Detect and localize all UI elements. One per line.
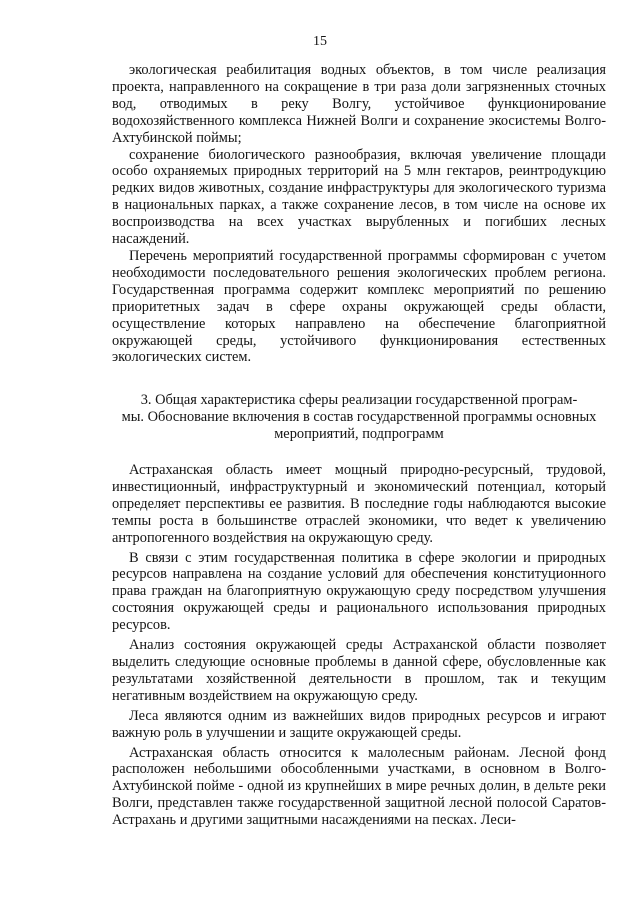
text-block-section-3	[112, 462, 606, 829]
paragraph-program-measures: Перечень мероприятий государственной программы сформирован с учетом необходимости последовательного решения экологических проблем региона. Государственная программа содержит комплекс мероприятий по решению приоритетных задач в сфере охраны окружающей среды области, осуществление которых направлено на обеспечение благоприятной окружающей среды, устойчивого функционирования естественных экологических систем.	[112, 247, 606, 366]
section-heading	[112, 392, 606, 443]
text-block-intro	[112, 62, 606, 366]
paragraph-biodiversity: сохранение биологического разнообразия, включая увеличение площади особо охраняемых природных территорий на 5 млн гектаров, реинтродукцию редких видов животных, создание инфраструктуры для экологического туризма в национальных парках, а также сохранение лесов, в том числе на основе их воспроизводства на всех участках вырубленных и погибших лесных насаждений.	[112, 146, 606, 248]
page-number: 15	[313, 34, 327, 49]
section-heading-line-2: мы. Обоснование включения в состав государственной программы основных	[121, 409, 597, 425]
paragraph-region-potential: Астраханская область имеет мощный природно-ресурсный, трудовой, инвестиционный, инфраструктурный и экономический потенциал, который определяет перспективы ее развития. В последние годы наблюдаются высокие темпы роста в большинстве отраслей экономики, что ведет к увеличению антропогенного воздействия на окружающую среду.	[112, 462, 606, 546]
section-heading-line-1: 3. Общая характеристика сферы реализации государственной програм-	[140, 392, 578, 408]
paragraph-forest-fund: Астраханская область относится к малолесным районам. Лесной фонд расположен небольшими обособленными участками, в основном в Волго-Ахтубинской пойме - одной из крупнейших в мире речных долин, в дельте реки Волги, представлен также государственной защитной лесной полосой Саратов-Астрахань и другими защитными насаждениями на песках. Леси-	[112, 744, 606, 829]
paragraph-state-policy: В связи с этим государственная политика в сфере экологии и природных ресурсов направлена на создание условий для обеспечения конституционного права граждан на благоприятную окружающую среду посредством улучшения состояния окружающей среды и рационального использования природных ресурсов.	[112, 549, 606, 634]
section-heading-line-3: мероприятий, подпрограмм	[274, 426, 444, 442]
paragraph-water-rehabilitation: экологическая реабилитация водных объектов, в том числе реализация проекта, направленного на сокращение в три раза доли загрязненных сточных вод, отводимых в реку Волгу, устойчивое функционирование водохозяйственного комплекса Нижней Волги и сохранение экосистемы Волго-Ахтубинской поймы;	[112, 62, 606, 146]
paragraph-forests-importance: Леса являются одним из важнейших видов природных ресурсов и играют важную роль в улучшении и защите окружающей среды.	[112, 707, 606, 741]
paragraph-environment-analysis: Анализ состояния окружающей среды Астраханской области позволяет выделить следующие основные проблемы в данной сфере, обусловленные как результатами хозяйственной деятельности в прошлом, так и текущим негативным воздействием на окружающую среду.	[112, 637, 606, 704]
